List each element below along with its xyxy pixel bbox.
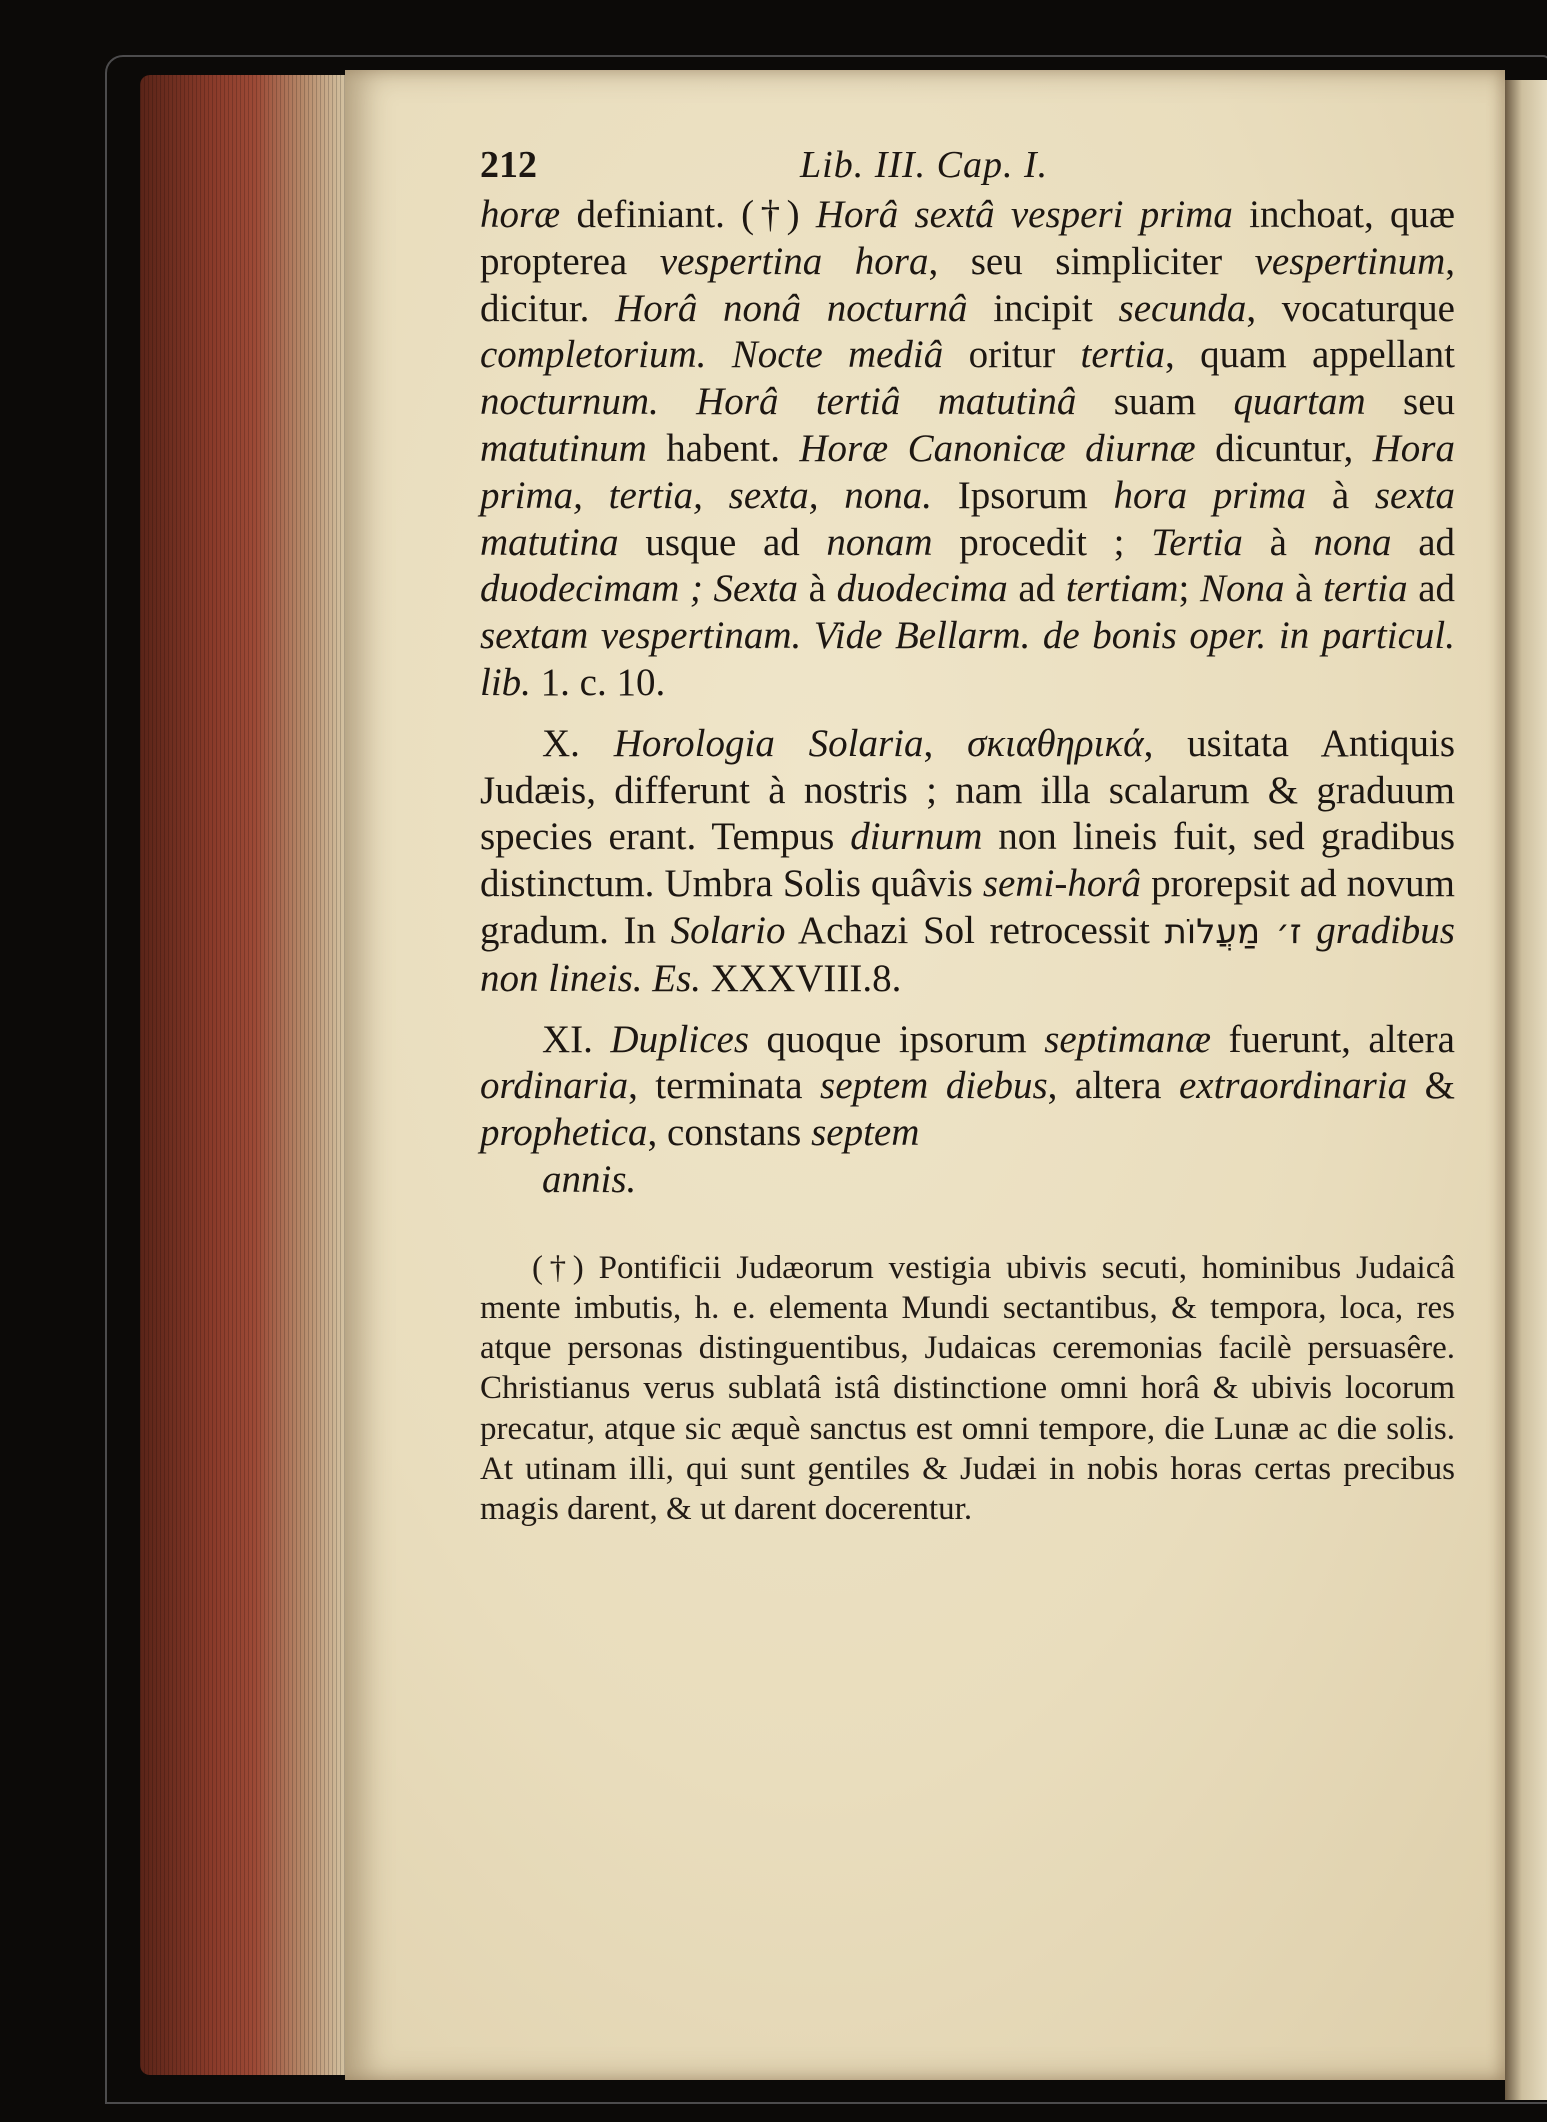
italic-run: duodecima	[836, 567, 1008, 611]
text-run: ;	[1178, 567, 1200, 611]
italic-run: semi-horâ	[982, 862, 1142, 906]
italic-run: gradibus non lineis. Es.	[480, 908, 1455, 1000]
text-run: prorepsit ad novum gradum. In	[480, 862, 1456, 952]
footnote-text: (†) Pontificii Judæorum vestigia ubivis secuti, hominibus Judaicâ mente imbutis, h. e. elementa Mundi sectantibus, & tempora, loca, res atque personas distinguentibus, Judaicas ceremonias facilè persuasêre. Christianus verus sublatâ istâ distinctione omni horâ & ubivis locorum precatur, atque sic æquè sanctus est omni tempore, die Lunæ ac die solis. At utinam illi, qui sunt gentiles & Judæi in nobis horas certas precibus magis darent, & ut darent docerentur.	[480, 1249, 1455, 1527]
italic-run: nona	[1313, 520, 1392, 564]
text-run: dicuntur,	[1195, 426, 1373, 470]
italic-run: tertia	[1323, 567, 1408, 611]
italic-run: completorium. Nocte mediâ	[480, 333, 944, 377]
italic-run: quartam	[1233, 380, 1366, 424]
italic-run: sexta matutina	[480, 473, 1455, 564]
italic-run: matutinum	[480, 426, 647, 470]
page-text	[480, 140, 1455, 1529]
paragraph-xi-text	[480, 1018, 1455, 1155]
text-run: , seu simpliciter	[928, 239, 1255, 283]
text-run: ad	[1391, 520, 1456, 564]
text-run: à	[1242, 520, 1314, 564]
text-run: ad	[1407, 567, 1456, 611]
facing-page-edge	[1505, 80, 1547, 2100]
text-run: inchoat, quæ propterea	[480, 193, 1455, 283]
italic-run: Horâ sextâ vesperi prima	[815, 193, 1233, 236]
italic-run: extraordinaria	[1178, 1064, 1408, 1108]
italic-run: secunda	[1118, 286, 1247, 330]
italic-run: Horâ nonâ nocturnâ	[615, 286, 968, 330]
italic-run: horæ	[480, 193, 561, 236]
text-run: quoque ipsorum	[749, 1017, 1045, 1061]
text-run	[1302, 909, 1317, 952]
paragraph-xi	[480, 1017, 1455, 1204]
text-run: , altera	[1047, 1064, 1179, 1108]
italic-run: Tertia	[1151, 520, 1243, 564]
text-run: Ipsorum	[932, 473, 1114, 517]
text-run: procedit ;	[932, 520, 1152, 564]
text-run: oritur	[943, 333, 1081, 377]
italic-run: prophetica	[480, 1111, 648, 1155]
text-run: XI.	[542, 1017, 611, 1061]
text-run: seu	[1365, 380, 1456, 424]
italic-run: Solario	[670, 908, 786, 952]
italic-run: Duplices	[610, 1017, 750, 1061]
text-run: , quam appellant	[1165, 333, 1455, 377]
italic-run: Horologia Solaria	[613, 721, 924, 765]
text-run: fuerunt, altera	[1211, 1017, 1455, 1061]
italic-run: septimanæ	[1044, 1017, 1212, 1061]
text-run: , vocaturque	[1246, 286, 1455, 330]
italic-run: tertia	[1080, 333, 1166, 377]
italic-run: nocturnum. Horâ tertiâ matutinâ	[480, 380, 1077, 424]
text-run: , usitata Antiquis Judæis, differunt à nostris ; nam illa scalarum & graduum species erant. Tempus	[480, 721, 1455, 859]
page-block-edge	[140, 75, 350, 2075]
catchword: annis.	[542, 1157, 637, 1201]
italic-run: nonam	[826, 520, 933, 564]
text-run: , constans	[647, 1111, 812, 1155]
running-head: Lib. III. Cap. I.	[800, 144, 1049, 186]
text-run: non lineis fuit, sed gradibus distinctum. Umbra Solis quâvis	[480, 815, 1455, 906]
italic-run: Hora prima, tertia, sexta, nona.	[480, 426, 1455, 517]
text-run: incipit	[967, 286, 1119, 330]
italic-run: diurnum	[850, 815, 983, 859]
hebrew-text: ז׳ מַעֲלוֹת	[1164, 911, 1302, 952]
text-run: , terminata	[628, 1064, 821, 1108]
text-run: X.	[542, 721, 614, 765]
text-run: à	[1284, 567, 1324, 611]
text-run: 1. c. 10.	[530, 660, 666, 704]
text-run: suam	[1076, 380, 1234, 424]
italic-run: septem diebus	[820, 1064, 1048, 1108]
italic-run: σκιαθηρικά	[967, 721, 1144, 765]
italic-run: hora prima	[1113, 473, 1307, 517]
text-run: XXXVIII.8.	[701, 956, 902, 1000]
text-run: ,	[923, 721, 968, 765]
text-run: Achazi Sol retrocessit	[785, 908, 1165, 952]
italic-run: ordinaria	[480, 1064, 629, 1108]
text-run: ad	[1007, 567, 1066, 611]
text-run: à	[1306, 473, 1375, 517]
italic-run: tertiam	[1065, 567, 1179, 611]
text-run: , dicitur.	[480, 239, 1455, 330]
text-run: usque ad	[618, 520, 827, 564]
italic-run: vespertina hora	[659, 239, 929, 283]
text-run: definiant. (†)	[560, 193, 816, 236]
italic-run: Horæ Canonicæ diurnæ	[799, 426, 1196, 470]
italic-run: vespertinum	[1254, 239, 1446, 283]
text-run: à	[798, 567, 837, 611]
italic-run: Nona	[1199, 567, 1285, 611]
italic-run: duodecimam ; Sexta	[480, 567, 798, 611]
page-header	[480, 140, 1455, 192]
text-run: &	[1407, 1064, 1455, 1108]
italic-run: sextam vespertinam. Vide Bellarm. de bonis oper. in particul. lib.	[480, 614, 1455, 704]
page-number: 212	[480, 144, 537, 186]
footnote	[480, 1248, 1455, 1529]
italic-run: septem	[811, 1111, 920, 1155]
paragraph-horae	[480, 192, 1455, 707]
paragraph-x	[480, 721, 1455, 1003]
text-run: habent.	[646, 426, 800, 470]
